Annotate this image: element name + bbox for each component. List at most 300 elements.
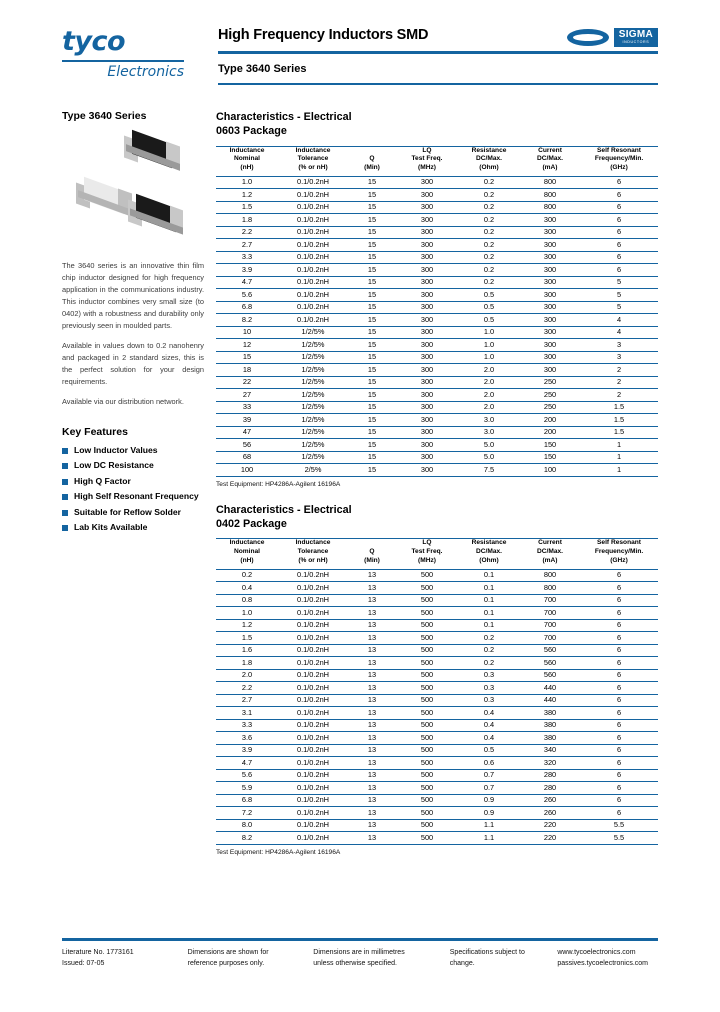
table-cell: 500 <box>396 644 458 657</box>
hdr-line: (nH) <box>240 163 254 171</box>
table-cell: 13 <box>348 619 396 632</box>
table-cell: 15 <box>348 376 396 389</box>
table-cell: 6 <box>580 719 658 732</box>
hdr-line: (Min) <box>364 163 380 171</box>
table-cell: 560 <box>520 657 580 670</box>
sigma-logo-tagline: INDUCTORS <box>622 40 650 44</box>
table-row <box>216 189 658 202</box>
table-cell: 13 <box>348 569 396 582</box>
table-row <box>216 239 658 252</box>
table-cell: 0.1/0.2nH <box>278 176 348 189</box>
hdr-line: (MHz) <box>418 163 436 171</box>
table-row <box>216 707 658 720</box>
table-cell: 13 <box>348 607 396 620</box>
table-cell: 500 <box>396 619 458 632</box>
column-header-inductance-nominal <box>216 146 278 176</box>
table-row <box>216 694 658 707</box>
table-cell: 500 <box>396 657 458 670</box>
table-cell: 500 <box>396 607 458 620</box>
table-cell: 13 <box>348 807 396 820</box>
hdr-line: DC/Max. <box>536 155 563 163</box>
table-cell: 15 <box>348 276 396 289</box>
key-feature-item <box>62 491 204 501</box>
table-cell: 1.8 <box>216 657 278 670</box>
hdr-line: LQ <box>422 146 432 154</box>
footer-units-note <box>313 948 449 969</box>
sidebar <box>62 110 204 538</box>
table-cell: 6 <box>580 569 658 582</box>
table-cell: 0.1/0.2nH <box>278 289 348 302</box>
table-cell: 0.1/0.2nH <box>278 694 348 707</box>
table-cell: 1 <box>580 439 658 452</box>
table-cell: 0.1/0.2nH <box>278 732 348 745</box>
table-cell: 300 <box>520 226 580 239</box>
header-rule-top <box>218 51 658 54</box>
table-header-row <box>216 146 658 176</box>
table-cell: 15 <box>348 414 396 427</box>
header-rule-bottom <box>218 83 658 85</box>
table-cell: 0.1/0.2nH <box>278 744 348 757</box>
table-cell: 8.2 <box>216 314 278 327</box>
bullet-square-icon <box>62 525 68 531</box>
table-row <box>216 301 658 314</box>
section-title-line2: 0402 Package <box>216 518 287 531</box>
sigma-logo-name: SIGMA <box>618 29 653 40</box>
key-feature-item <box>62 445 204 455</box>
bullet-square-icon <box>62 448 68 454</box>
table-cell: 0.9 <box>458 794 520 807</box>
hdr-line: (GHz) <box>610 163 628 171</box>
table-cell: 250 <box>520 389 580 402</box>
hdr-line: Resistance <box>471 539 507 547</box>
table-cell: 0.1/0.2nH <box>278 201 348 214</box>
table-cell: 15 <box>348 364 396 377</box>
table-cell: 100 <box>520 464 580 477</box>
table-row <box>216 326 658 339</box>
table-cell: 2.7 <box>216 694 278 707</box>
table-cell: 3.1 <box>216 707 278 720</box>
table-cell: 6 <box>580 682 658 695</box>
table-cell: 3.9 <box>216 744 278 757</box>
table-cell: 0.2 <box>458 239 520 252</box>
table-cell: 13 <box>348 707 396 720</box>
table-cell: 1/2/5% <box>278 451 348 464</box>
table-cell: 0.3 <box>458 682 520 695</box>
table-cell: 300 <box>520 314 580 327</box>
table-cell: 260 <box>520 807 580 820</box>
table-cell: 2 <box>580 376 658 389</box>
table-cell: 3.3 <box>216 719 278 732</box>
table-row <box>216 401 658 414</box>
table-cell: 2.0 <box>458 364 520 377</box>
hdr-line: (mA) <box>542 163 558 171</box>
table-cell: 0.1/0.2nH <box>278 832 348 845</box>
table-row <box>216 757 658 770</box>
table-row <box>216 807 658 820</box>
table-cell: 0.1/0.2nH <box>278 682 348 695</box>
table-row <box>216 732 658 745</box>
table-cell: 300 <box>396 276 458 289</box>
hdr-line: Nominal <box>233 548 260 556</box>
table-cell: 15 <box>348 251 396 264</box>
page-subtitle: Type 3640 Series <box>218 63 307 76</box>
hdr-line: Frequency/Min. <box>594 548 644 556</box>
key-feature-label: Suitable for Reflow Solder <box>74 506 181 517</box>
table-cell: 0.2 <box>458 176 520 189</box>
table-cell: 0.1/0.2nH <box>278 582 348 595</box>
hdr-line: Frequency/Min. <box>594 155 644 163</box>
hdr-line: (GHz) <box>610 556 628 564</box>
table-cell: 1.0 <box>458 326 520 339</box>
table-cell: 0.3 <box>458 694 520 707</box>
table-cell: 0.1/0.2nH <box>278 669 348 682</box>
table-cell: 0.1/0.2nH <box>278 794 348 807</box>
table-cell: 3 <box>580 351 658 364</box>
table-cell: 13 <box>348 769 396 782</box>
table-cell: 0.1/0.2nH <box>278 569 348 582</box>
table-cell: 5.5 <box>580 819 658 832</box>
table-cell: 500 <box>396 819 458 832</box>
table-cell: 280 <box>520 769 580 782</box>
hdr-line: (mA) <box>542 556 558 564</box>
table-cell: 300 <box>520 251 580 264</box>
hdr-line: Current <box>538 539 562 547</box>
table-cell: 47 <box>216 426 278 439</box>
table-cell: 13 <box>348 669 396 682</box>
table-cell: 300 <box>520 326 580 339</box>
table-cell: 1.2 <box>216 189 278 202</box>
hdr-line: Q <box>369 155 375 163</box>
page-footer <box>62 938 658 969</box>
passives-url[interactable]: passives.tycoelectronics.com <box>557 959 648 967</box>
table-cell: 6.8 <box>216 301 278 314</box>
table-cell: 0.4 <box>458 732 520 745</box>
footer-text-line: Dimensions are in millimetres <box>313 949 405 956</box>
footer-urls[interactable] <box>557 948 658 969</box>
partner-badges <box>567 28 658 47</box>
table-cell: 1 <box>580 464 658 477</box>
section-title-0603 <box>216 110 658 139</box>
table-row <box>216 414 658 427</box>
table-cell: 0.2 <box>458 214 520 227</box>
table-cell: 4 <box>580 326 658 339</box>
product-photo <box>62 130 204 250</box>
table-row <box>216 719 658 732</box>
table-cell: 15 <box>348 351 396 364</box>
table-cell: 500 <box>396 807 458 820</box>
table-cell: 250 <box>520 376 580 389</box>
table-cell: 15 <box>348 239 396 252</box>
table-cell: 0.6 <box>458 757 520 770</box>
table-cell: 1/2/5% <box>278 326 348 339</box>
table-row <box>216 176 658 189</box>
description-paragraph-3: Available via our distribution network. <box>62 396 184 406</box>
table-cell: 300 <box>520 351 580 364</box>
table-cell: 0.1/0.2nH <box>278 657 348 670</box>
table-cell: 800 <box>520 176 580 189</box>
table-cell: 0.8 <box>216 594 278 607</box>
sidebar-title: Type 3640 Series <box>62 110 147 122</box>
table-cell: 13 <box>348 582 396 595</box>
table-cell: 6 <box>580 707 658 720</box>
table-cell: 0.1/0.2nH <box>278 189 348 202</box>
table-row <box>216 339 658 352</box>
table-row <box>216 644 658 657</box>
bullet-square-icon <box>62 463 68 469</box>
table-cell: 6 <box>580 669 658 682</box>
table-cell: 0.4 <box>458 719 520 732</box>
table-cell: 0.3 <box>458 669 520 682</box>
table-cell: 2.0 <box>216 669 278 682</box>
column-header-lq-test-freq <box>396 539 458 569</box>
column-header-inductance-nominal <box>216 539 278 569</box>
table-cell: 39 <box>216 414 278 427</box>
table-cell: 15 <box>348 464 396 477</box>
table-cell: 6 <box>580 757 658 770</box>
table-cell: 6 <box>580 732 658 745</box>
table-cell: 0.2 <box>216 569 278 582</box>
table-cell: 1.5 <box>580 401 658 414</box>
table-cell: 300 <box>396 226 458 239</box>
table-cell: 5 <box>580 276 658 289</box>
section-0603 <box>216 110 658 488</box>
table-cell: 1 <box>580 451 658 464</box>
column-header-self-resonant-frequency <box>580 539 658 569</box>
table-cell: 2/5% <box>278 464 348 477</box>
table-cell: 6 <box>580 176 658 189</box>
hdr-line: Test Freq. <box>411 155 443 163</box>
table-row <box>216 619 658 632</box>
table-cell: 15 <box>348 214 396 227</box>
table-cell: 0.1/0.2nH <box>278 819 348 832</box>
table-row <box>216 682 658 695</box>
table-cell: 800 <box>520 201 580 214</box>
key-feature-label: Low Inductor Values <box>74 444 158 455</box>
table-cell: 300 <box>520 289 580 302</box>
footer-text-line: unless otherwise specified. <box>313 959 397 967</box>
table-row <box>216 376 658 389</box>
table-cell: 6 <box>580 582 658 595</box>
bullet-square-icon <box>62 479 68 485</box>
table-cell: 0.2 <box>458 189 520 202</box>
table-cell: 300 <box>396 389 458 402</box>
table-cell: 300 <box>520 301 580 314</box>
table-cell: 300 <box>520 364 580 377</box>
table-row <box>216 264 658 277</box>
table-cell: 5 <box>580 301 658 314</box>
table-cell: 220 <box>520 832 580 845</box>
table-cell: 300 <box>396 351 458 364</box>
table-row <box>216 769 658 782</box>
table-cell: 6 <box>580 794 658 807</box>
table-cell: 500 <box>396 782 458 795</box>
table-cell: 0.4 <box>216 582 278 595</box>
table-cell: 500 <box>396 832 458 845</box>
table-cell: 1.5 <box>216 201 278 214</box>
section-0402 <box>216 503 658 856</box>
table-cell: 150 <box>520 451 580 464</box>
key-feature-item <box>62 507 204 517</box>
table-cell: 0.1 <box>458 607 520 620</box>
hdr-line: (nH) <box>240 556 254 564</box>
table-cell: 5.5 <box>580 832 658 845</box>
table-cell: 0.4 <box>458 707 520 720</box>
tyco-logo <box>62 24 192 80</box>
table-cell: 0.2 <box>458 226 520 239</box>
footer-columns <box>62 948 658 969</box>
table-row <box>216 439 658 452</box>
table-cell: 5.6 <box>216 289 278 302</box>
table-cell: 0.2 <box>458 632 520 645</box>
table-cell: 0.1 <box>458 594 520 607</box>
hdr-line: Inductance <box>229 146 265 154</box>
table-cell: 0.1/0.2nH <box>278 619 348 632</box>
table-cell: 2.0 <box>458 389 520 402</box>
footer-specs-note <box>450 948 558 969</box>
table-cell: 380 <box>520 719 580 732</box>
table-cell: 13 <box>348 757 396 770</box>
table-cell: 2.0 <box>458 376 520 389</box>
footer-dimensions-note <box>188 948 314 969</box>
key-feature-label: Lab Kits Available <box>74 522 148 533</box>
table-cell: 15 <box>348 451 396 464</box>
table-cell: 0.1 <box>458 619 520 632</box>
column-header-resistance <box>458 146 520 176</box>
footer-text-line: reference purposes only. <box>187 959 265 967</box>
table-cell: 1.0 <box>216 176 278 189</box>
key-feature-label: Low DC Resistance <box>74 460 154 471</box>
table-cell: 2 <box>580 364 658 377</box>
table-cell: 18 <box>216 364 278 377</box>
table-cell: 0.1/0.2nH <box>278 214 348 227</box>
table-cell: 15 <box>348 439 396 452</box>
hdr-line: Q <box>369 548 375 556</box>
table-cell: 0.5 <box>458 289 520 302</box>
table-row <box>216 351 658 364</box>
table-cell: 700 <box>520 594 580 607</box>
table-cell: 13 <box>348 694 396 707</box>
table-cell: 150 <box>520 439 580 452</box>
table-cell: 13 <box>348 794 396 807</box>
column-header-resistance <box>458 539 520 569</box>
spec-table-0603 <box>216 146 658 477</box>
test-equipment-note-0402: Test Equipment: HP4286A-Agilent 16196A <box>216 848 341 856</box>
table-cell: 500 <box>396 757 458 770</box>
table-cell: 4.7 <box>216 757 278 770</box>
section-title-line2: 0603 Package <box>216 125 287 138</box>
hdr-line: DC/Max. <box>475 548 502 556</box>
hdr-line: (Min) <box>364 556 380 564</box>
table-cell: 500 <box>396 719 458 732</box>
table-cell: 500 <box>396 682 458 695</box>
table-cell: 0.1/0.2nH <box>278 226 348 239</box>
hdr-line: LQ <box>422 539 432 547</box>
table-row <box>216 569 658 582</box>
table-cell: 8.0 <box>216 819 278 832</box>
table-row <box>216 832 658 845</box>
table-cell: 380 <box>520 732 580 745</box>
table-cell: 0.1/0.2nH <box>278 707 348 720</box>
table-cell: 340 <box>520 744 580 757</box>
table-cell: 33 <box>216 401 278 414</box>
column-header-self-resonant-frequency <box>580 146 658 176</box>
table-cell: 0.1/0.2nH <box>278 301 348 314</box>
column-header-current <box>520 539 580 569</box>
table-cell: 1/2/5% <box>278 389 348 402</box>
table-cell: 1.2 <box>216 619 278 632</box>
table-cell: 0.1/0.2nH <box>278 251 348 264</box>
table-cell: 700 <box>520 607 580 620</box>
table-cell: 300 <box>396 326 458 339</box>
table-cell: 500 <box>396 594 458 607</box>
table-cell: 13 <box>348 832 396 845</box>
table-cell: 300 <box>396 339 458 352</box>
table-cell: 1.8 <box>216 214 278 227</box>
table-cell: 500 <box>396 569 458 582</box>
footer-text-line: Specifications subject to <box>449 949 525 956</box>
literature-number: Literature No. 1773161 <box>62 949 134 956</box>
table-cell: 15 <box>348 189 396 202</box>
table-cell: 13 <box>348 744 396 757</box>
table-cell: 6.8 <box>216 794 278 807</box>
table-cell: 0.1 <box>458 582 520 595</box>
page-header <box>62 24 658 96</box>
table-cell: 300 <box>396 439 458 452</box>
page-title: High Frequency Inductors SMD <box>218 27 429 43</box>
table-row <box>216 582 658 595</box>
table-row <box>216 782 658 795</box>
table-cell: 15 <box>348 314 396 327</box>
table-cell: 220 <box>520 819 580 832</box>
table-cell: 6 <box>580 239 658 252</box>
table-cell: 6 <box>580 807 658 820</box>
table-cell: 500 <box>396 732 458 745</box>
key-feature-label: High Q Factor <box>74 475 131 486</box>
table-cell: 6 <box>580 694 658 707</box>
table-cell: 300 <box>396 289 458 302</box>
table-row <box>216 819 658 832</box>
table-row <box>216 451 658 464</box>
table-cell: 5 <box>580 289 658 302</box>
table-cell: 800 <box>520 189 580 202</box>
table-row <box>216 607 658 620</box>
hdr-line: Inductance <box>229 539 265 547</box>
bullet-square-icon <box>62 510 68 516</box>
description-paragraph-1: The 3640 series is an innovative thin film chip inductor designed for high frequency application in the communications industry. This inductor combines very small size (to 0402) with a robustness and durability only previously seen in moulded parts. <box>62 261 204 330</box>
table-row <box>216 464 658 477</box>
table-cell: 1.5 <box>580 426 658 439</box>
main-content <box>216 110 658 856</box>
table-cell: 1.6 <box>216 644 278 657</box>
swoosh-icon <box>567 29 609 46</box>
table-cell: 4 <box>580 314 658 327</box>
table-cell: 2 <box>580 389 658 402</box>
table-cell: 300 <box>396 251 458 264</box>
table-cell: 1.0 <box>458 351 520 364</box>
table-cell: 13 <box>348 719 396 732</box>
table-cell: 500 <box>396 707 458 720</box>
website-url[interactable]: www.tycoelectronics.com <box>557 949 636 956</box>
table-cell: 300 <box>396 314 458 327</box>
table-cell: 6 <box>580 657 658 670</box>
table-cell: 500 <box>396 744 458 757</box>
table-cell: 300 <box>396 401 458 414</box>
table-cell: 0.1/0.2nH <box>278 264 348 277</box>
table-cell: 13 <box>348 732 396 745</box>
table-cell: 7.2 <box>216 807 278 820</box>
table-cell: 380 <box>520 707 580 720</box>
table-cell: 2.2 <box>216 682 278 695</box>
